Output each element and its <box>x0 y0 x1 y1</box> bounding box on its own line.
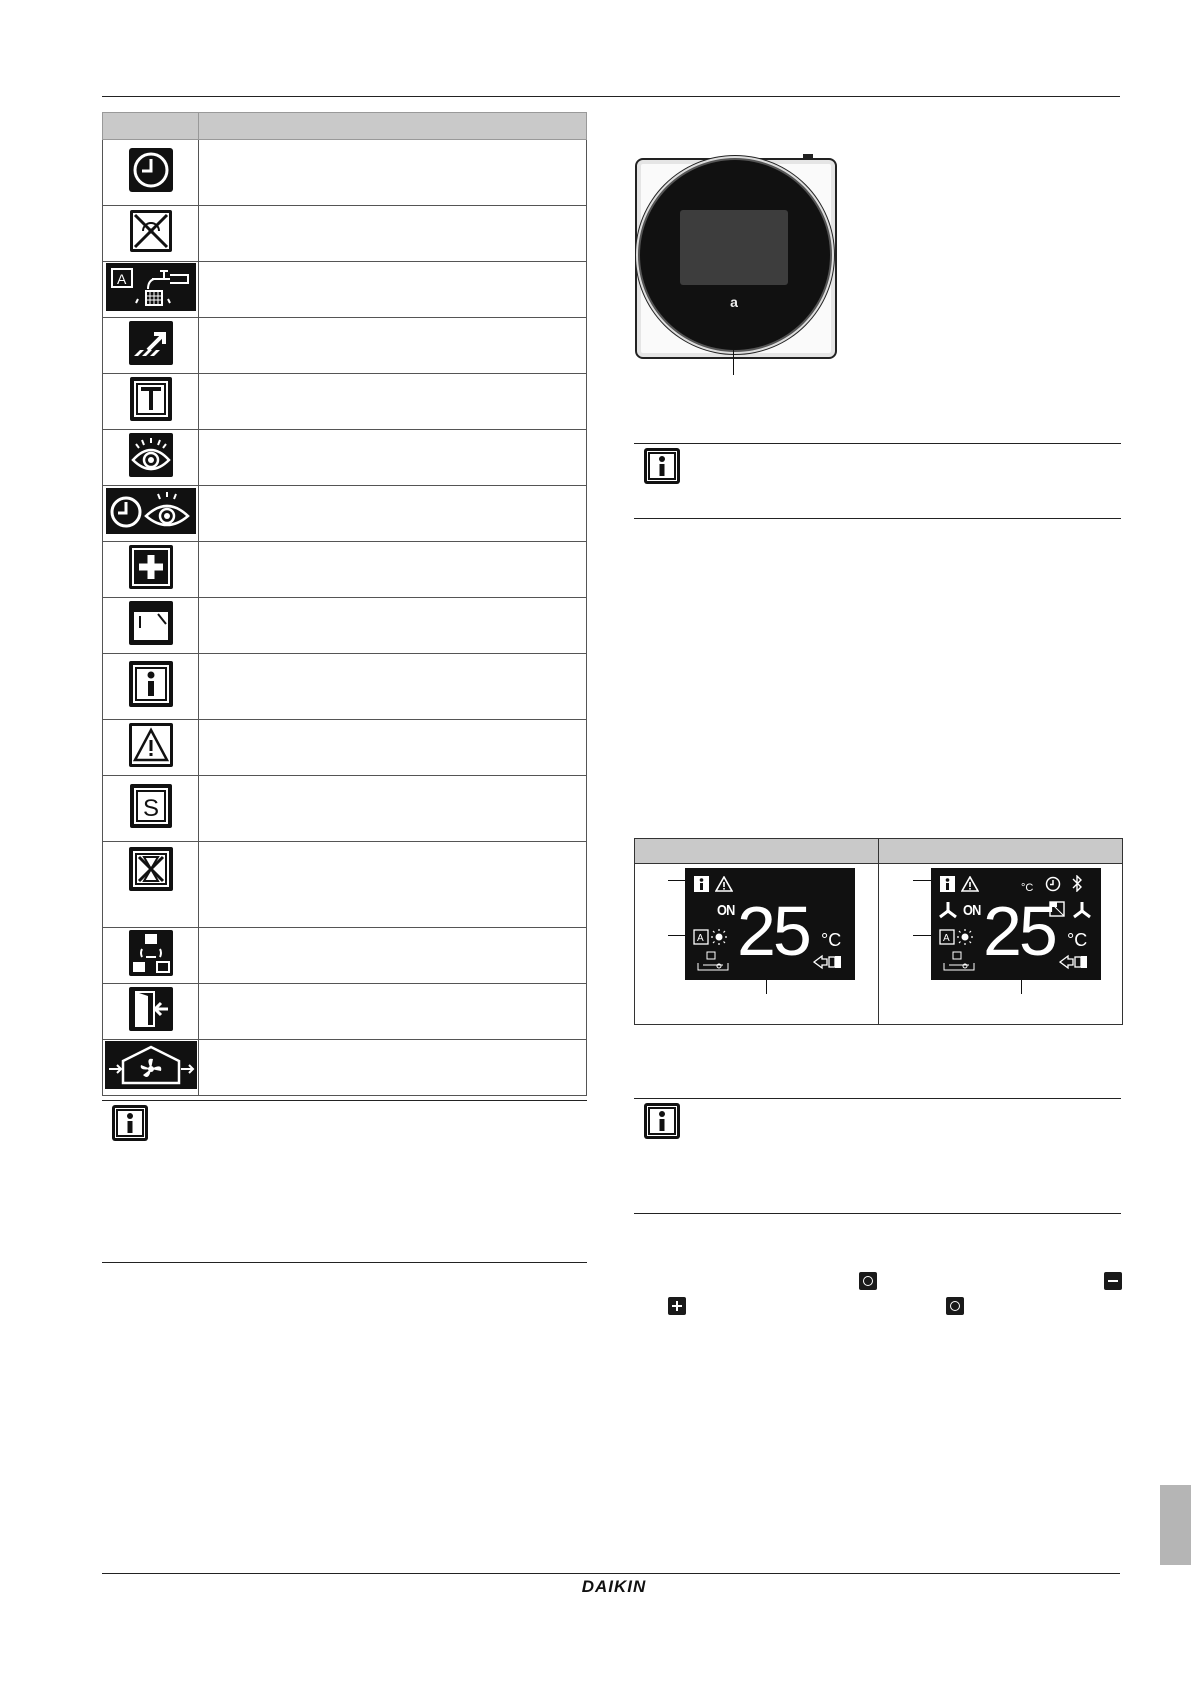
column-divider <box>878 839 879 1024</box>
temperature-value: 25 <box>983 892 1055 970</box>
table-row <box>103 598 587 654</box>
callout-line <box>1021 980 1022 994</box>
info-icon <box>112 1105 148 1146</box>
row-description <box>199 486 587 542</box>
row-description <box>199 598 587 654</box>
note-rule-bottom <box>634 518 1121 519</box>
row-description <box>199 984 587 1040</box>
callout-line <box>766 980 767 994</box>
table-row <box>103 374 587 430</box>
exit-arrow-icon <box>813 954 845 975</box>
footer-rule <box>102 1573 1120 1574</box>
controller-logo: a <box>730 294 738 310</box>
door-exit-icon <box>128 986 174 1037</box>
warning-triangle-icon <box>715 876 733 897</box>
callout-line <box>733 350 734 375</box>
row-description <box>199 206 587 262</box>
icon-table <box>102 112 587 1096</box>
lcd-display-basic <box>685 868 855 980</box>
column-header-left <box>635 839 878 864</box>
info-icon <box>644 448 680 489</box>
auto-mode-icon <box>939 929 975 950</box>
ventilation-house-fan-icon <box>105 1041 197 1094</box>
on-off-button-icon <box>859 1272 877 1290</box>
table-row <box>103 720 587 776</box>
brand-logo: DAIKIN <box>581 1577 647 1596</box>
note-rule-bottom <box>102 1262 587 1263</box>
table-row <box>103 984 587 1040</box>
row-description <box>199 140 587 206</box>
row-description <box>199 542 587 598</box>
warning-triangle-icon <box>128 722 174 773</box>
header-rule <box>102 96 1120 97</box>
controller-side-button <box>803 154 813 158</box>
display-comparison-table <box>634 838 1123 1025</box>
table-row <box>103 140 587 206</box>
table-row <box>103 318 587 374</box>
table-row <box>103 486 587 542</box>
table-row <box>103 776 587 842</box>
icon-table-header <box>103 113 587 140</box>
info-icon <box>940 876 955 897</box>
row-description <box>199 318 587 374</box>
row-description <box>199 374 587 430</box>
temperature-unit: °C <box>1067 930 1088 950</box>
table-row <box>103 1040 587 1096</box>
plus-button-icon <box>668 1297 686 1315</box>
callout-line <box>668 880 686 881</box>
controller-screen <box>680 210 788 285</box>
minus-button-icon <box>1104 1272 1122 1290</box>
auto-mode-icon <box>693 929 729 950</box>
chapter-tab <box>1160 1485 1191 1565</box>
table-row <box>103 842 587 928</box>
row-description <box>199 776 587 842</box>
row-description <box>199 430 587 486</box>
fan-icon <box>1073 901 1091 924</box>
description-column-header <box>199 113 587 140</box>
crossed-hourglass-icon <box>128 846 174 897</box>
note-rule-top <box>102 1100 587 1101</box>
no-signal-crossed-icon <box>129 209 173 258</box>
status-on: ON <box>963 902 981 919</box>
temperature-value: 25 <box>737 892 809 970</box>
boost-arrow-icon <box>128 320 174 371</box>
svg-text:A: A <box>116 271 126 287</box>
svg-text:A: A <box>943 933 950 944</box>
status-on: ON <box>717 902 735 919</box>
info-icon <box>644 1103 680 1144</box>
table-row <box>103 928 587 984</box>
table-row <box>103 654 587 720</box>
temperature-unit: °C <box>821 930 842 950</box>
on-off-button-icon <box>946 1297 964 1315</box>
row-description <box>199 654 587 720</box>
auto-hot-water-tap-icon <box>695 951 731 976</box>
callout-line <box>913 880 931 881</box>
note-rule-top <box>634 1098 1121 1099</box>
eye-sensor-icon <box>128 432 174 483</box>
callout-line <box>913 935 931 936</box>
note-rule-bottom <box>634 1213 1121 1214</box>
svg-text:S: S <box>142 795 159 822</box>
row-description <box>199 720 587 776</box>
auto-hot-water-tap-icon <box>106 263 196 316</box>
column-header-right <box>879 839 1122 864</box>
row-description <box>199 262 587 318</box>
exit-arrow-icon <box>1059 954 1091 975</box>
group-control-icon <box>128 929 174 982</box>
fan-icon <box>939 901 957 924</box>
small-temperature-unit: °C <box>1021 882 1034 894</box>
callout-line <box>668 935 686 936</box>
icon-column-header <box>103 113 199 140</box>
info-icon <box>694 876 709 897</box>
table-row <box>103 430 587 486</box>
row-description <box>199 1040 587 1096</box>
svg-text:A: A <box>697 933 704 944</box>
info-icon <box>128 660 174 713</box>
bluetooth-icon <box>1071 875 1083 897</box>
t-box-icon <box>129 376 173 427</box>
table-row <box>103 206 587 262</box>
row-description <box>199 928 587 984</box>
warning-triangle-icon <box>961 876 979 897</box>
plus-box-icon <box>128 544 174 595</box>
clock-icon <box>128 147 174 198</box>
filter-box-icon <box>128 600 174 651</box>
s-box-icon <box>129 783 173 834</box>
auto-hot-water-tap-icon <box>941 951 977 976</box>
table-row <box>103 542 587 598</box>
clock-eye-icon <box>106 488 196 539</box>
lcd-display-extended <box>931 868 1101 980</box>
note-rule-top <box>634 443 1121 444</box>
row-description <box>199 842 587 928</box>
table-row <box>103 262 587 318</box>
